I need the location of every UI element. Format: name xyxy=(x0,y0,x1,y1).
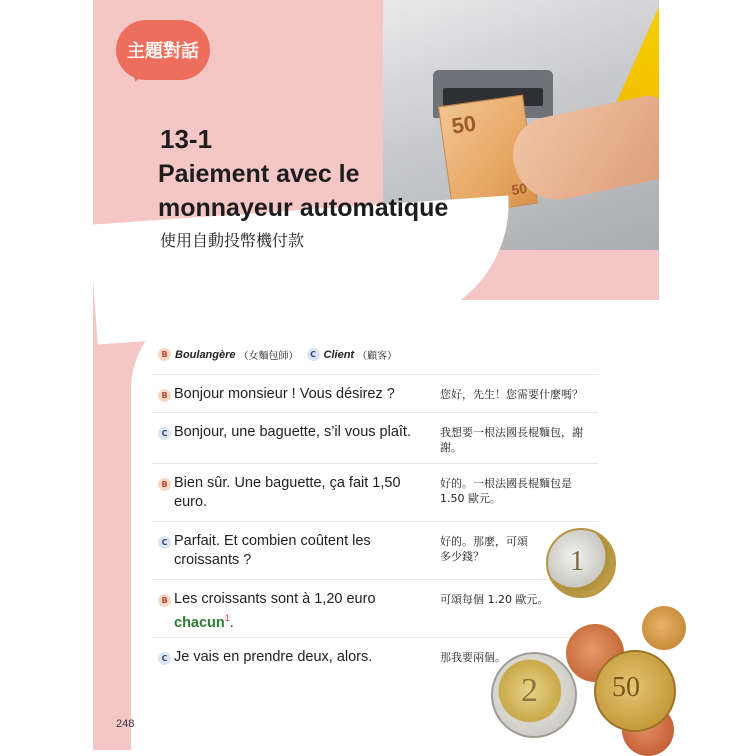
speaker-b-badge: B xyxy=(158,348,171,361)
dialogue-table xyxy=(152,374,598,678)
speaker-c-name: Client xyxy=(323,348,355,361)
french-line: Bonjour, une baguette, s’il vous plaît. xyxy=(174,424,411,440)
lesson-number: 13-1 xyxy=(160,124,213,154)
two-euro-coin-icon xyxy=(491,652,577,738)
dialogue-row xyxy=(152,579,598,637)
fifty-cent-coin-value: 50 xyxy=(612,672,640,703)
copper-coin-icon xyxy=(642,606,686,650)
section-badge-label: 主題對話 xyxy=(127,41,199,62)
lesson-title-line-2: monnayeur automatique xyxy=(158,194,449,222)
speaker-c-badge: C xyxy=(158,427,171,440)
french-line-end: . xyxy=(229,614,234,631)
chinese-translation: 好的。一根法國長棍麵包是 1.50 歐元。 xyxy=(440,477,572,505)
french-line: Parfait. Et combien coûtent les croissants ? xyxy=(174,533,371,568)
section-badge xyxy=(116,20,210,80)
chinese-translation: 我想要一根法國長棍麵包，謝謝。 xyxy=(440,426,583,454)
note-marker: 1 xyxy=(224,613,230,623)
speaker-b-role: （女麵包師） xyxy=(238,351,299,362)
speaker-b-badge: B xyxy=(158,478,171,491)
dialogue-row xyxy=(152,521,598,579)
speaker-c-role: （顧客） xyxy=(357,351,398,362)
vocab-highlight: chacun xyxy=(174,614,225,631)
french-line: Bien sûr. Une baguette, ça fait 1,50 euro. xyxy=(174,475,401,510)
speaker-c-badge: C xyxy=(307,348,320,361)
dialogue-row xyxy=(152,374,598,412)
french-line: Je vais en prendre deux, alors. xyxy=(174,649,373,665)
banknote-value-small: 50 xyxy=(510,179,529,198)
speaker-c-badge: C xyxy=(158,536,171,549)
lesson-subtitle: 使用自動投幣機付款 xyxy=(160,231,305,250)
chinese-translation: 可頌每個 1.20 歐元。 xyxy=(440,593,549,606)
speaker-c-badge: C xyxy=(158,652,171,665)
speaker-legend xyxy=(158,347,405,362)
two-euro-coin-value: 2 xyxy=(521,672,538,709)
french-line-text: Les croissants sont à 1,20 euro xyxy=(174,591,376,607)
lesson-title-line-1: Paiement avec le xyxy=(158,160,360,188)
banknote-value: 50 xyxy=(449,110,478,139)
fifty-cent-coin-icon xyxy=(594,650,676,732)
speaker-b-badge: B xyxy=(158,389,171,402)
dialogue-row xyxy=(152,412,598,463)
chinese-translation: 您好，先生！您需要什麼嗎？ xyxy=(440,388,583,401)
dialogue-row xyxy=(152,463,598,521)
page-number: 248 xyxy=(116,718,135,730)
french-line: Bonjour monsieur ! Vous désirez ? xyxy=(174,386,395,402)
one-euro-coin-value: 1 xyxy=(570,546,584,577)
speaker-b-name: Boulangère xyxy=(175,348,236,361)
chinese-translation: 好的。那麼，可頌多少錢？ xyxy=(440,535,528,563)
french-line xyxy=(174,590,432,633)
one-euro-coin-icon xyxy=(546,528,616,598)
chinese-translation: 那我要兩個。 xyxy=(440,651,506,664)
speaker-b-badge: B xyxy=(158,594,171,607)
